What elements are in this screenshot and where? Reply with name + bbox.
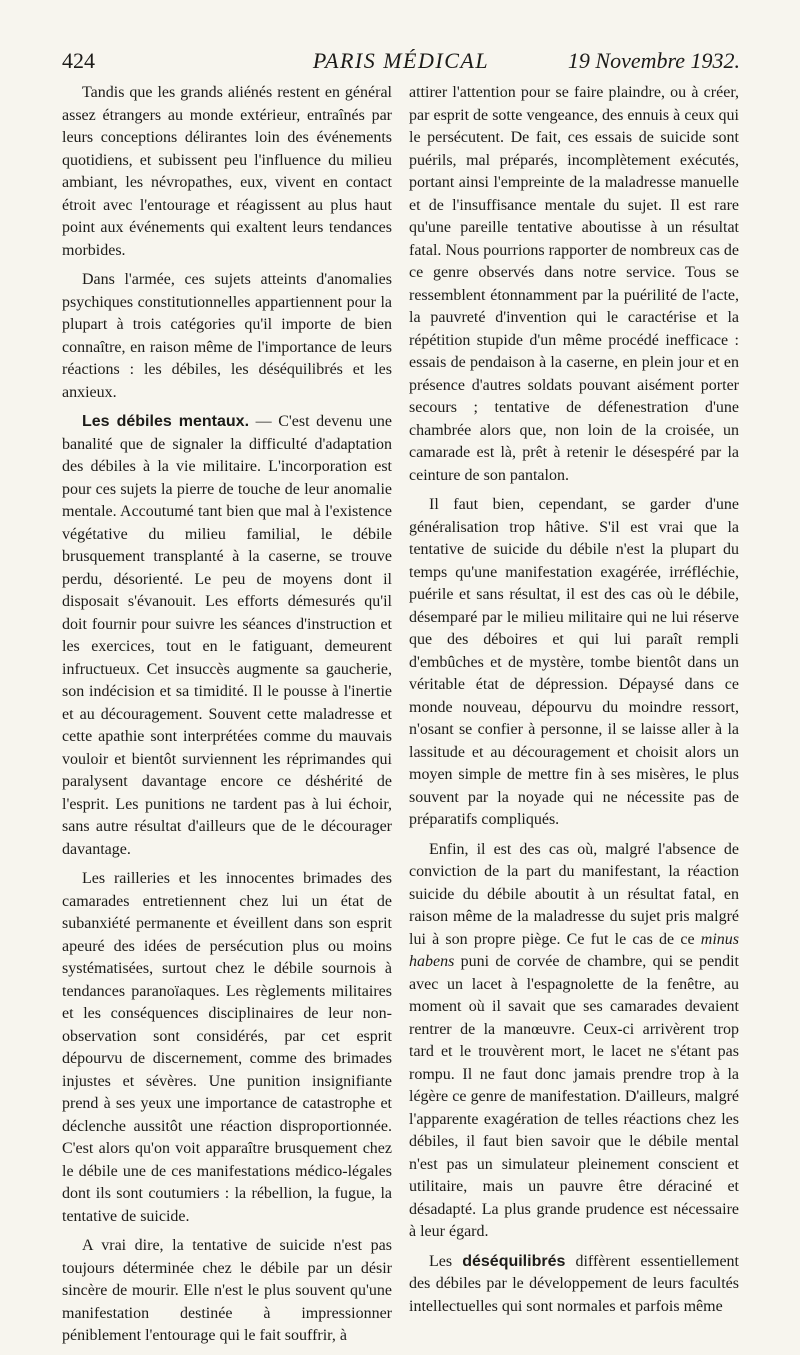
paragraph-text: Les (429, 1252, 463, 1270)
paragraph: A vrai dire, la tentative de suicide n'est pas toujours déterminée chez le débile par un désir sincère de mourir. Elle n'est le plus souvent qu'une manifestation destinée à impressionner péniblement l'entourage qui le fait souffrir, à (62, 1237, 392, 1344)
left-column (62, 82, 392, 1355)
issue-date: 19 Novembre 1932. (567, 48, 740, 73)
right-column (409, 82, 739, 1325)
journal-title: PARIS MÉDICAL (312, 48, 490, 73)
paragraph-text: — C'est devenu une banalité que de signaler la difficulté d'adaptation des débiles à la vie militaire. L'incorporation est pour ces sujets la pierre de touche de leur anomalie mentale. Accoutumé tant bien que mal à l'existence végétative du milieu familial, le débile brusquement transplanté à la caserne, se trouve perdu, désorienté. Le peu de moyens dont il disposait s'évanouit. Les efforts démesurés qu'il doit fournir pour suivre les séances d'instruction et les exercices, tout en le fatiguant, demeurent infructueux. Cet insuccès augmente sa gaucherie, son indécision et sa timidité. Il le pousse à l'inertie et au découragement. Souvent cette maladresse et cette apathie sont interprétées comme du mauvais vouloir et bientôt surviennent les réprimandes qui paralysent davantage encore ce déshérité de l'esprit. Les punitions ne tardent pas à lui échoir, sans autre résultat d'ailleurs que de le décourager davantage. (62, 413, 392, 858)
paragraph: Les railleries et les innocentes brimades des camarades entretiennent chez lui un état de subanxiété permanente et éveillent dans son esprit apeuré des idées de persécution plus ou moins systématisées, surtout chez le débile sournois à tendances paranoïaques. Les règlements militaires et les conséquences disciplinaires de leur non-observation sont considérés, par cet esprit dépourvu de discernement, comme des brimades injustes et sévères. Une punition insignifiante prend à ses yeux une importance de catastrophe et déclenche aussitôt une réaction disproportionnée. C'est alors qu'on voit apparaître brusquement chez le débile une de ces manifestations médico-légales dont ils sont coutumiers : la rébellion, la fugue, la tentative de suicide. (62, 870, 392, 1225)
paragraph: attirer l'attention pour se faire plaindre, ou à créer, par esprit de sotte vengeance, des ennuis à ceux qui le persécutent. De fait, ces essais de suicide sont puérils, mal préparés, incomplètement exécutés, portant ainsi l'empreinte de la maladresse manuelle et de l'insuffisance mentale du sujet. Il est rare qu'une pareille tentative aboutisse à un résultat fatal. Nous pourrions rapporter de nombreux cas de ce genre observés dans notre service. Tous se ressemblent étonnamment par la puérilité de l'acte, la pauvreté d'invention qui le caractérise et la répétition stupide d'un même procédé inefficace : essais de pendaison à la caserne, en plein jour et en présence d'autres soldats pouvant aisément porter secours ; tentative de défenestration d'une chambrée alors que, non loin de la croisée, un camarade est là, prêt à retenir le désespéré par la ceinture de son pantalon. (409, 84, 739, 484)
page-number: 424 (62, 48, 95, 73)
paragraph: Tandis que les grands aliénés restent en général assez étrangers au monde extérieur, entraînés par leurs conceptions délirantes loin des événements quotidiens, et subissent peu l'influence du milieu ambiant, les névropathes, eux, vivent en contact étroit avec l'entourage et réagissent au plus haut point aux événements qui exaltent leurs tendances morbides. (62, 84, 392, 259)
paragraph: Il faut bien, cependant, se garder d'une généralisation trop hâtive. S'il est vrai que la tentative de suicide du débile n'est la plupart du temps qu'une manifestation exagérée, irréfléchie, puérile et sans résultat, il est des cas où le débile, désemparé par le milieu militaire qui ne lui réserve que des déboires et qui lui paraît rempli d'embûches et de mystère, tombe bientôt dans un véritable état de dépression. Dépaysé dans ce monde nouveau, dépourvu du moindre ressort, n'osant se confier à personne, il se laisse aller à la lassitude et au découragement et choisit alors un moyen simple de mettre fin à ses misères, le plus souvent par la noyade qui ne nécessite pas de préparatifs compliqués. (409, 496, 739, 828)
paragraph (409, 839, 739, 1244)
paragraph: Dans l'armée, ces sujets atteints d'anomalies psychiques constitutionnelles appartiennent pour la plupart à trois catégories qu'il importe de bien connaître, en raison même de l'importance de leurs réactions : les débiles, les déséquilibrés et les anxieux. (62, 271, 392, 401)
paragraph (409, 1251, 739, 1319)
section-heading: déséquilibrés (462, 1252, 566, 1270)
page-header (62, 42, 740, 78)
italic-term: minus habens (409, 930, 739, 970)
paragraph (62, 411, 392, 861)
section-heading: Les débiles mentaux. (82, 413, 250, 430)
paragraph-text: diffèrent essentiellement des débiles par le développement de leurs facultés intellectuelles qui sont normales et parfois même (409, 1252, 740, 1315)
paragraph-text: Enfin, il est des cas où, malgré l'absence de conviction de la part du manifestant, la réaction suicide du débile aboutit à un résultat fatal, en raison même de la maladresse du sujet pris malgré lui à son propre piège. Ce fut le cas de ce (409, 840, 739, 948)
paragraph-text: puni de corvée de chambre, qui se pendit avec un lacet à l'espagnolette de la fenêtre, au moment où il savait que ses camarades devaient rentrer de la manœuvre. Ceux-ci arrivèrent trop tard et le trouvèrent mort, le lacet ne s'étant pas rompu. Il ne faut donc jamais prendre trop à la légère ce genre de manifestation. D'ailleurs, malgré l'apparente exagération de telles réactions chez les débiles, il faut bien savoir que le débile mental n'est pas un simulateur pleinement conscient et utilitaire, mais un pauvre être déraciné et désadapté. La plus grande prudence est nécessaire à leur égard. (409, 953, 739, 1240)
